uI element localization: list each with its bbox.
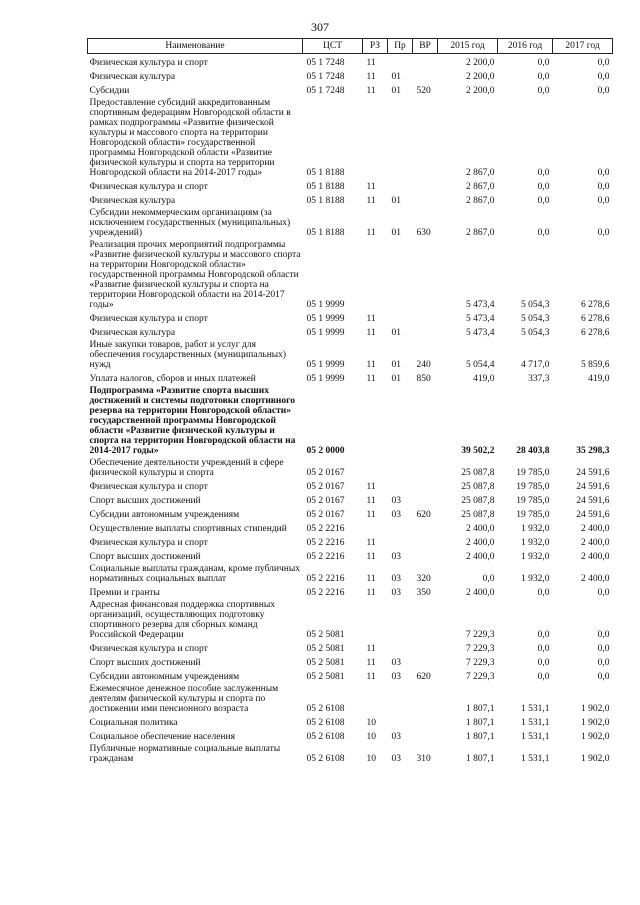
header-pr: Пр [388, 39, 413, 54]
row-rz: 11 [366, 57, 376, 68]
row-pr: 01 [391, 327, 401, 338]
row-2017: 2 400,0 [581, 523, 610, 534]
row-vr: 320 [416, 573, 431, 584]
row-pr [388, 54, 413, 68]
row-vr: 240 [416, 359, 431, 370]
row-2017: 24 591,6 [576, 481, 610, 492]
row-name: Премии и гранты [89, 587, 160, 598]
row-rz: 11 [366, 495, 376, 506]
table-row [88, 742, 613, 764]
row-cst: 05 1 9999 [306, 299, 345, 310]
row-2016: 4 717,0 [521, 359, 550, 370]
row-2015: 419,0 [473, 373, 495, 384]
row-cst: 05 1 7248 [306, 85, 345, 96]
table-row [88, 338, 613, 370]
table-row [88, 54, 613, 68]
row-name: Спорт высших достижений [89, 495, 201, 506]
row-2016: 1 531,1 [521, 731, 550, 742]
row-2017: 6 278,6 [581, 313, 610, 324]
row-rz: 11 [366, 551, 376, 562]
row-rz: 11 [366, 327, 376, 338]
row-name: Публичные нормативные социальные выплаты гражданам [89, 743, 281, 764]
row-name: Физическая культура [89, 195, 176, 206]
row-vr [413, 192, 438, 206]
row-vr: 310 [416, 753, 431, 764]
row-cst: 05 1 8188 [306, 195, 345, 206]
row-2015: 2 867,0 [466, 227, 495, 238]
row-2017: 1 902,0 [581, 753, 610, 764]
row-rz: 11 [366, 313, 376, 324]
row-pr: 01 [391, 85, 401, 96]
row-2017: 419,0 [588, 373, 610, 384]
row-2015: 1 807,1 [466, 703, 495, 714]
row-cst: 05 1 9999 [306, 313, 345, 324]
table-row [88, 370, 613, 384]
row-cst: 05 2 0167 [306, 495, 345, 506]
row-vr [413, 492, 438, 506]
row-2016: 0,0 [537, 195, 550, 206]
table-row [88, 178, 613, 192]
row-2015: 2 867,0 [466, 167, 495, 178]
row-name: Субсидии автономным учреждениям [89, 671, 240, 682]
row-cst: 05 1 8188 [306, 167, 345, 178]
row-2015: 2 200,0 [466, 85, 495, 96]
row-cst: 05 2 6108 [306, 753, 345, 764]
row-2016: 0,0 [537, 671, 550, 682]
table-header-row [88, 39, 613, 54]
row-2015: 2 867,0 [466, 181, 495, 192]
row-name: Социальная политика [89, 717, 178, 728]
row-name: Спорт высших достижений [89, 551, 201, 562]
row-2015: 39 502,2 [461, 445, 495, 456]
row-vr [413, 548, 438, 562]
row-pr: 03 [391, 551, 401, 562]
row-pr [388, 178, 413, 192]
row-rz: 11 [366, 573, 376, 584]
row-2017: 24 591,6 [576, 509, 610, 520]
row-pr: 03 [391, 671, 401, 682]
row-pr: 01 [391, 359, 401, 370]
row-2017: 0,0 [597, 227, 610, 238]
header-vr: ВР [413, 39, 438, 54]
row-cst: 05 2 6108 [306, 717, 345, 728]
row-pr: 03 [391, 731, 401, 742]
row-2016: 5 054,3 [521, 313, 550, 324]
row-pr: 01 [391, 195, 401, 206]
table-row [88, 206, 613, 238]
row-name: Обеспечение деятельности учреждений в сфере физической культуры и спорта [89, 457, 284, 478]
row-rz: 11 [366, 373, 376, 384]
row-2016: 5 054,3 [521, 299, 550, 310]
row-vr [413, 324, 438, 338]
row-2015: 2 200,0 [466, 71, 495, 82]
row-2017: 1 902,0 [581, 703, 610, 714]
row-2017: 0,0 [597, 57, 610, 68]
row-cst: 05 2 0167 [306, 481, 345, 492]
row-2017: 0,0 [597, 587, 610, 598]
row-2016: 0,0 [537, 643, 550, 654]
row-name: Адресная финансовая поддержка спортивных организаций, осуществляющих подготовку спортивного резерва для сборных команд Российской Федерации [89, 599, 276, 640]
table-row [88, 238, 613, 310]
row-name: Подпрограмма «Развитие спорта высших достижений и системы подготовки спортивного резерва на территории Новгородской области» государственной программы Новгородской области «Развитие физической культуры и спорта на территории Новгородской области на 2014-2017 годы» [89, 385, 296, 456]
row-rz: 10 [366, 717, 376, 728]
row-vr [413, 456, 438, 478]
row-vr [413, 728, 438, 742]
row-rz: 10 [366, 753, 376, 764]
row-rz: 11 [366, 671, 376, 682]
row-rz: 11 [366, 227, 376, 238]
row-2017: 0,0 [597, 643, 610, 654]
row-cst: 05 2 6108 [306, 703, 345, 714]
table-row [88, 668, 613, 682]
row-2016: 1 932,0 [521, 573, 550, 584]
row-vr: 620 [416, 509, 431, 520]
row-rz: 11 [366, 481, 376, 492]
row-vr [413, 310, 438, 324]
row-2016: 0,0 [537, 167, 550, 178]
row-2016: 0,0 [537, 587, 550, 598]
row-2016: 1 932,0 [521, 537, 550, 548]
row-vr [413, 384, 438, 456]
table-row [88, 548, 613, 562]
table-row [88, 534, 613, 548]
row-vr [413, 68, 438, 82]
row-rz [363, 384, 388, 456]
row-2015: 2 400,0 [466, 537, 495, 548]
row-cst: 05 2 0167 [306, 509, 345, 520]
row-cst: 05 1 9999 [306, 327, 345, 338]
row-2017: 0,0 [597, 657, 610, 668]
row-name: Субсидии некоммерческим организациям (за исключением государственных (муниципальных) учреждений) [89, 207, 291, 238]
row-2017: 2 400,0 [581, 573, 610, 584]
table-row [88, 324, 613, 338]
row-2017: 1 902,0 [581, 731, 610, 742]
row-name: Осуществление выплаты спортивных стипендий [89, 523, 287, 534]
row-2015: 2 200,0 [466, 57, 495, 68]
row-2015: 5 473,4 [466, 327, 495, 338]
row-rz [363, 456, 388, 478]
header-2015: 2015 год [438, 39, 498, 54]
row-pr [388, 384, 413, 456]
header-rz: РЗ [363, 39, 388, 54]
row-cst: 05 1 9999 [306, 373, 345, 384]
table-row [88, 82, 613, 96]
row-2015: 2 400,0 [466, 551, 495, 562]
row-2016: 28 403,8 [516, 445, 550, 456]
row-2017: 0,0 [597, 629, 610, 640]
table-row [88, 492, 613, 506]
row-2016: 19 785,0 [516, 509, 550, 520]
header-2017: 2017 год [553, 39, 613, 54]
header-cst: ЦСТ [303, 39, 363, 54]
row-name: Физическая культура и спорт [89, 57, 208, 68]
row-2016: 5 054,3 [521, 327, 550, 338]
row-vr [413, 178, 438, 192]
row-2015: 7 229,3 [466, 629, 495, 640]
row-pr: 01 [391, 227, 401, 238]
row-rz: 11 [366, 71, 376, 82]
table-row [88, 478, 613, 492]
row-2016: 1 531,1 [521, 717, 550, 728]
row-name: Спорт высших достижений [89, 657, 201, 668]
row-2015: 1 807,1 [466, 717, 495, 728]
row-2015: 0,0 [482, 573, 495, 584]
row-2016: 0,0 [537, 85, 550, 96]
row-2016: 0,0 [537, 629, 550, 640]
row-2015: 25 087,8 [461, 495, 495, 506]
row-2015: 5 054,4 [466, 359, 495, 370]
row-pr [388, 478, 413, 492]
row-cst: 05 1 7248 [306, 57, 345, 68]
row-2015: 1 807,1 [466, 753, 495, 764]
row-cst: 05 1 8188 [306, 227, 345, 238]
row-vr [413, 534, 438, 548]
table-row [88, 68, 613, 82]
table-row [88, 96, 613, 178]
row-cst: 05 2 2216 [306, 523, 345, 534]
row-vr: 630 [416, 227, 431, 238]
row-name: Физическая культура и спорт [89, 481, 208, 492]
table-row [88, 728, 613, 742]
row-2015: 25 087,8 [461, 481, 495, 492]
table-row [88, 714, 613, 728]
row-2015: 25 087,8 [461, 467, 495, 478]
row-pr [388, 640, 413, 654]
row-rz: 11 [366, 359, 376, 370]
row-2017: 2 400,0 [581, 551, 610, 562]
row-rz: 11 [366, 85, 376, 96]
row-2016: 1 531,1 [521, 703, 550, 714]
row-2017: 0,0 [597, 167, 610, 178]
row-name: Уплата налогов, сборов и иных платежей [89, 373, 256, 384]
row-pr [388, 520, 413, 534]
row-2017: 0,0 [597, 181, 610, 192]
row-pr: 03 [391, 657, 401, 668]
table-row [88, 192, 613, 206]
row-name: Физическая культура и спорт [89, 313, 208, 324]
row-2015: 2 867,0 [466, 195, 495, 206]
budget-table [87, 38, 613, 764]
row-pr [388, 310, 413, 324]
table-row [88, 584, 613, 598]
row-2015: 1 807,1 [466, 731, 495, 742]
row-2016: 1 932,0 [521, 551, 550, 562]
row-rz: 11 [366, 643, 376, 654]
row-cst: 05 2 5081 [306, 629, 345, 640]
row-vr [413, 654, 438, 668]
row-vr [413, 520, 438, 534]
row-vr [413, 640, 438, 654]
row-pr: 01 [391, 373, 401, 384]
row-2017: 1 902,0 [581, 717, 610, 728]
row-rz [363, 598, 388, 640]
row-name: Физическая культура и спорт [89, 181, 208, 192]
table-row [88, 310, 613, 324]
row-2016: 19 785,0 [516, 481, 550, 492]
row-rz [363, 96, 388, 178]
row-2016: 1 932,0 [521, 523, 550, 534]
row-pr [388, 456, 413, 478]
row-2017: 0,0 [597, 195, 610, 206]
row-2015: 2 400,0 [466, 523, 495, 534]
header-2016: 2016 год [498, 39, 553, 54]
row-rz [363, 682, 388, 714]
row-2017: 5 859,6 [581, 359, 610, 370]
row-cst: 05 2 2216 [306, 587, 345, 598]
row-2015: 2 400,0 [466, 587, 495, 598]
row-2017: 35 298,3 [576, 445, 610, 456]
row-cst: 05 2 5081 [306, 643, 345, 654]
row-2016: 0,0 [537, 657, 550, 668]
table-row [88, 654, 613, 668]
table-row [88, 506, 613, 520]
row-pr: 03 [391, 587, 401, 598]
row-2017: 2 400,0 [581, 537, 610, 548]
row-vr: 350 [416, 587, 431, 598]
row-name: Физическая культура [89, 327, 176, 338]
row-name: Реализация прочих мероприятий подпрограммы «Развитие физической культуры и массового спорта на территории Новгородской области» государственной программы Новгородской области «Развитие физической культуры и спорта на территории Новгородской области на 2014-2017 годы» [89, 239, 301, 310]
row-name: Иные закупки товаров, работ и услуг для обеспечения государственных (муниципальных) нужд [89, 339, 287, 370]
row-cst: 05 2 6108 [306, 731, 345, 742]
table-row [88, 640, 613, 654]
row-pr: 03 [391, 509, 401, 520]
row-cst: 05 2 2216 [306, 551, 345, 562]
row-2015: 5 473,4 [466, 299, 495, 310]
row-vr [413, 54, 438, 68]
row-rz: 11 [366, 657, 376, 668]
row-rz [363, 520, 388, 534]
row-pr: 03 [391, 753, 401, 764]
row-rz [363, 238, 388, 310]
row-2016: 1 531,1 [521, 753, 550, 764]
row-pr [388, 534, 413, 548]
table-row [88, 682, 613, 714]
row-name: Физическая культура и спорт [89, 537, 208, 548]
row-name: Социальное обеспечение населения [89, 731, 235, 742]
row-vr [413, 682, 438, 714]
row-name: Физическая культура и спорт [89, 643, 208, 654]
row-cst: 05 2 5081 [306, 671, 345, 682]
row-pr: 03 [391, 573, 401, 584]
row-vr [413, 478, 438, 492]
row-cst: 05 1 9999 [306, 359, 345, 370]
table-row [88, 520, 613, 534]
row-2015: 7 229,3 [466, 643, 495, 654]
row-pr [388, 714, 413, 728]
row-cst: 05 2 5081 [306, 657, 345, 668]
row-rz: 11 [366, 537, 376, 548]
row-2016: 19 785,0 [516, 495, 550, 506]
row-cst: 05 2 0000 [306, 445, 345, 456]
row-name: Предоставление субсидий аккредитованным спортивным федерациям Новгородской области в рамках подпрограммы «Развитие физической культуры и массового спорта на территории Новгородской области» государственной программы Новгородской области «Развитие физической культуры и спорта на территории Новгородской области на 2014-2017 годы» [89, 97, 291, 178]
row-2015: 25 087,8 [461, 509, 495, 520]
row-vr [413, 238, 438, 310]
row-rz: 11 [366, 181, 376, 192]
row-pr [388, 682, 413, 714]
row-2017: 6 278,6 [581, 327, 610, 338]
row-2016: 19 785,0 [516, 467, 550, 478]
row-cst: 05 2 2216 [306, 573, 345, 584]
row-2016: 0,0 [537, 71, 550, 82]
row-cst: 05 1 7248 [306, 71, 345, 82]
row-2016: 337,3 [528, 373, 550, 384]
row-name: Субсидии [89, 85, 130, 96]
row-pr: 01 [391, 71, 401, 82]
row-2016: 0,0 [537, 181, 550, 192]
row-2015: 5 473,4 [466, 313, 495, 324]
row-vr: 620 [416, 671, 431, 682]
row-vr [413, 96, 438, 178]
row-vr: 850 [416, 373, 431, 384]
row-2017: 0,0 [597, 85, 610, 96]
row-rz: 11 [366, 509, 376, 520]
row-2017: 24 591,6 [576, 467, 610, 478]
row-name: Субсидии автономным учреждениям [89, 509, 240, 520]
row-rz: 10 [366, 731, 376, 742]
row-rz: 11 [366, 195, 376, 206]
row-2017: 24 591,6 [576, 495, 610, 506]
row-2017: 0,0 [597, 71, 610, 82]
table-row [88, 384, 613, 456]
row-cst: 05 2 2216 [306, 537, 345, 548]
row-2016: 0,0 [537, 227, 550, 238]
row-2015: 7 229,3 [466, 657, 495, 668]
row-cst: 05 1 8188 [306, 181, 345, 192]
row-2015: 7 229,3 [466, 671, 495, 682]
row-2017: 0,0 [597, 671, 610, 682]
header-name: Наименование [88, 39, 303, 54]
row-vr: 520 [416, 85, 431, 96]
row-2017: 6 278,6 [581, 299, 610, 310]
row-name: Социальные выплаты гражданам, кроме публичных нормативных социальных выплат [89, 563, 300, 584]
row-name: Физическая культура [89, 71, 176, 82]
row-name: Ежемесячное денежное пособие заслуженным деятелям физической культуры и спорта по достижении ими пенсионного возраста [89, 683, 279, 714]
row-rz: 11 [366, 587, 376, 598]
row-pr [388, 96, 413, 178]
page-number: 307 [311, 20, 329, 34]
row-vr [413, 714, 438, 728]
table-row [88, 456, 613, 478]
row-pr: 03 [391, 495, 401, 506]
table-row [88, 562, 613, 584]
row-pr [388, 598, 413, 640]
row-2016: 0,0 [537, 57, 550, 68]
row-pr [388, 238, 413, 310]
row-vr [413, 598, 438, 640]
table-row [88, 598, 613, 640]
row-cst: 05 2 0167 [306, 467, 345, 478]
